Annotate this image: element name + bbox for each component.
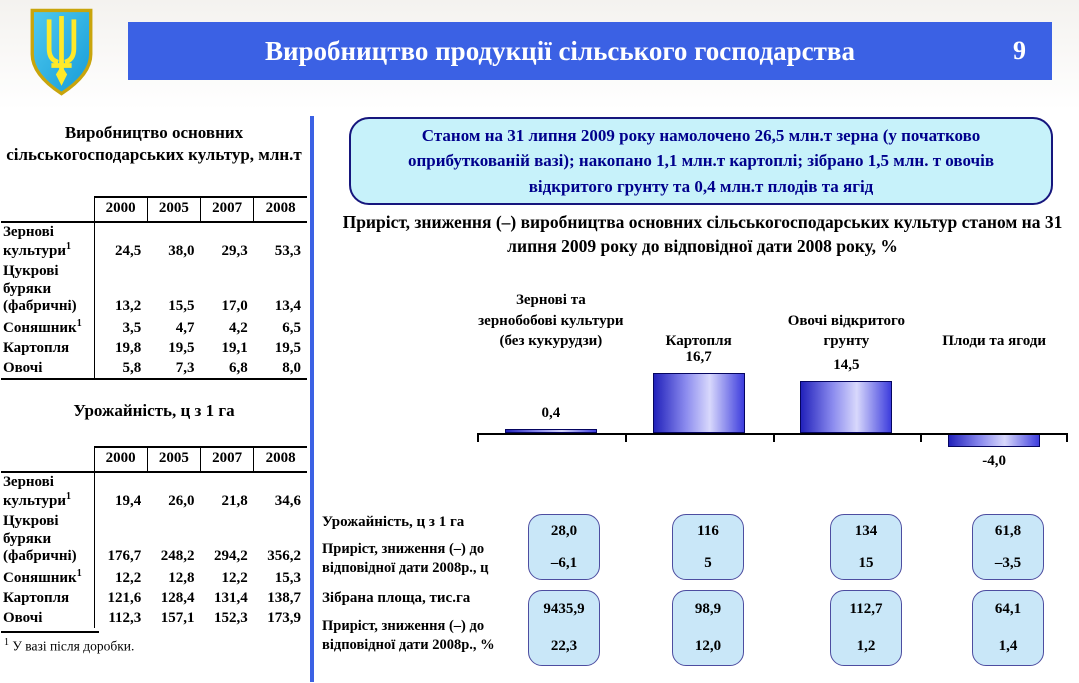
year-column-header: 2007 xyxy=(201,447,254,472)
row-label: Картопля xyxy=(1,339,94,359)
metric-row-label-area-change: Приріст, зниження (–) до відповідної дати 2008р., % xyxy=(322,618,495,653)
metric-box-yield xyxy=(972,514,1044,580)
corner-cell xyxy=(1,447,94,472)
table-row xyxy=(1,262,307,317)
chart-axis-tick xyxy=(920,433,922,442)
bar-chart xyxy=(477,258,1068,493)
metric-box-yield xyxy=(528,514,600,580)
year-column-header: 2000 xyxy=(94,197,147,222)
table-cell-value: 53,3 xyxy=(274,243,301,260)
metric-value: 1,4 xyxy=(998,638,1018,654)
table-cell-value: 38,0 xyxy=(168,243,195,260)
chart-category-label: Плоди та ягоди xyxy=(942,333,1047,350)
table-row xyxy=(1,567,307,589)
metric-row-label-area: Зібрана площа, тис.га xyxy=(322,590,471,606)
metric-value: 28,0 xyxy=(550,522,578,539)
table-cell-value: 176,7 xyxy=(107,548,142,565)
table-cell-value: 8,0 xyxy=(254,359,307,380)
chart-bar-value: 0,4 xyxy=(541,405,561,421)
yield-table xyxy=(1,446,307,628)
row-label: Соняшник$^1$ xyxy=(1,317,94,339)
chart-bar xyxy=(653,373,745,433)
metric-value: 15 xyxy=(858,554,874,571)
table-cell-value: 4,7 xyxy=(175,320,195,337)
metric-box-area xyxy=(528,590,600,666)
table-cell-value: 138,7 xyxy=(267,589,301,606)
table-row xyxy=(1,512,307,567)
table-cell-value: 26,0 xyxy=(168,493,195,510)
table-row xyxy=(1,339,307,359)
table-cell-value: 24,5 xyxy=(115,243,142,260)
table-cell-value: 152,3 xyxy=(214,609,248,626)
metric-value: 61,8 xyxy=(994,522,1022,539)
table-cell-value: 157,1 xyxy=(160,609,195,626)
chart-axis-tick xyxy=(1066,433,1068,442)
table-cell-value: 7,3 xyxy=(147,359,200,380)
year-column-header: 2005 xyxy=(147,447,200,472)
table-cell-value: 12,2 xyxy=(221,570,248,587)
header-bar xyxy=(128,22,1052,80)
table-cell-value: 21,8 xyxy=(221,493,248,510)
metric-box-yield xyxy=(672,514,744,580)
table-cell-value: 34,6 xyxy=(274,493,301,510)
metric-value: 1,2 xyxy=(856,638,876,654)
metric-value: 64,1 xyxy=(994,601,1022,617)
metric-row-label-yield-change: Приріст, зниження (–) до відповідної дати 2008р., ц xyxy=(322,541,489,576)
row-label: Зернові культури$^1$ xyxy=(1,472,94,512)
metric-value: 9435,9 xyxy=(543,601,585,617)
table-cell-value: 15,5 xyxy=(168,298,195,315)
metric-value: –6,1 xyxy=(550,554,578,571)
table-cell-value: 128,4 xyxy=(160,589,195,606)
metric-value: 22,3 xyxy=(550,638,578,654)
table-cell-value: 3,5 xyxy=(122,320,142,337)
year-column-header: 2008 xyxy=(254,197,307,222)
ukraine-coat-of-arms-icon xyxy=(27,7,96,97)
table-cell-value: 19,8 xyxy=(115,339,142,356)
table-row xyxy=(1,359,307,380)
chart-bar-value: 14,5 xyxy=(833,356,860,373)
year-column-header: 2005 xyxy=(147,197,200,222)
metric-value: 98,9 xyxy=(694,601,722,617)
production-table-title: Виробництво основних сільськогосподарських культур, млн.т xyxy=(6,123,302,165)
metric-box-area xyxy=(830,590,902,666)
table-cell-value: 6,8 xyxy=(201,359,254,380)
metric-row-label-yield: Урожайність, ц з 1 га xyxy=(322,514,465,530)
chart-bar xyxy=(948,433,1040,447)
chart-bar-value: 16,7 xyxy=(685,348,712,365)
table-row xyxy=(1,222,307,262)
footnote: $^1$ У вазі після доробки. xyxy=(4,637,135,654)
table-cell-value: 112,3 xyxy=(108,609,142,626)
footnote-separator xyxy=(1,631,99,633)
table-cell-value: 294,2 xyxy=(214,548,248,565)
row-label: Овочі xyxy=(1,609,94,629)
row-label: Цукрові буряки (фабричні) xyxy=(1,262,94,317)
year-column-header: 2007 xyxy=(201,197,254,222)
metric-value: 5 xyxy=(704,554,712,571)
table-cell-value: 15,3 xyxy=(274,570,301,587)
row-label: Соняшник$^1$ xyxy=(1,567,94,589)
table-cell-value: 17,0 xyxy=(221,298,248,315)
table-row xyxy=(1,589,307,609)
corner-cell xyxy=(1,197,94,222)
table-cell-value: 19,1 xyxy=(221,339,248,356)
chart-category-label: Овочі відкритого грунту xyxy=(787,312,905,350)
metric-value: 116 xyxy=(697,522,719,539)
table-cell-value: 121,6 xyxy=(107,589,142,606)
chart-bar-value: -4,0 xyxy=(982,453,1006,470)
section-divider xyxy=(310,116,314,682)
page-number: 9 xyxy=(1013,36,1026,65)
chart-category-label: Картопля xyxy=(665,333,732,350)
table-cell-value: 356,2 xyxy=(267,548,301,565)
metric-box-yield xyxy=(830,514,902,580)
table-cell-value: 13,4 xyxy=(274,298,301,315)
table-cell-value: 12,2 xyxy=(115,570,142,587)
year-column-header: 2000 xyxy=(94,447,147,472)
metric-box-area xyxy=(672,590,744,666)
row-label: Зернові культури$^1$ xyxy=(1,222,94,262)
table-cell-value: 19,4 xyxy=(115,493,142,510)
chart-title: Приріст, зниження (–) виробництва основних сільськогосподарських культур станом на 31 липня 2009 року до відповідної дати 2008 року, % xyxy=(342,212,1063,256)
table-cell-value: 131,4 xyxy=(214,589,248,606)
info-box-text: Станом на 31 липня 2009 року намолочено 26,5 млн.т зерна (у початково оприбуткованій вазі); накопано 1,1 млн.т картоплі; зібрано 1,5 млн. т овочів відкритого грунту та 0,4 млн.т плодів та ягід xyxy=(407,125,995,196)
table-cell-value: 12,8 xyxy=(168,570,195,587)
row-label: Цукрові буряки (фабричні) xyxy=(1,512,94,567)
table-cell-value: 248,2 xyxy=(160,548,195,565)
metric-value: 134 xyxy=(854,522,878,539)
table-cell-value: 13,2 xyxy=(115,298,142,315)
chart-axis-tick xyxy=(477,433,479,442)
table-cell-value: 29,3 xyxy=(221,243,248,260)
table-row xyxy=(1,609,307,629)
metric-box-area xyxy=(972,590,1044,666)
info-box xyxy=(349,117,1053,205)
page-title: Виробництво продукції сільського господарства xyxy=(264,36,856,66)
table-cell-value: 173,9 xyxy=(267,609,301,626)
table-row xyxy=(1,472,307,512)
yield-table-title: Урожайність, ц з 1 га xyxy=(73,401,235,420)
table-cell-value: 4,2 xyxy=(229,320,248,337)
metric-value: –3,5 xyxy=(994,554,1022,571)
production-table xyxy=(1,196,307,380)
table-cell-value: 19,5 xyxy=(274,339,301,356)
table-cell-value: 6,5 xyxy=(282,320,301,337)
year-column-header: 2008 xyxy=(254,447,307,472)
chart-axis-tick xyxy=(773,433,775,442)
table-cell-value: 5,8 xyxy=(94,359,147,380)
chart-bar xyxy=(800,381,892,433)
metric-value: 112,7 xyxy=(849,601,883,617)
table-cell-value: 19,5 xyxy=(168,339,195,356)
row-label: Овочі xyxy=(1,359,94,380)
table-row xyxy=(1,317,307,339)
chart-category-label: Зернові та зернобобові культури (без кукурудзи) xyxy=(478,291,624,350)
metric-value: 12,0 xyxy=(694,638,722,654)
row-label: Картопля xyxy=(1,589,94,609)
chart-axis-tick xyxy=(625,433,627,442)
